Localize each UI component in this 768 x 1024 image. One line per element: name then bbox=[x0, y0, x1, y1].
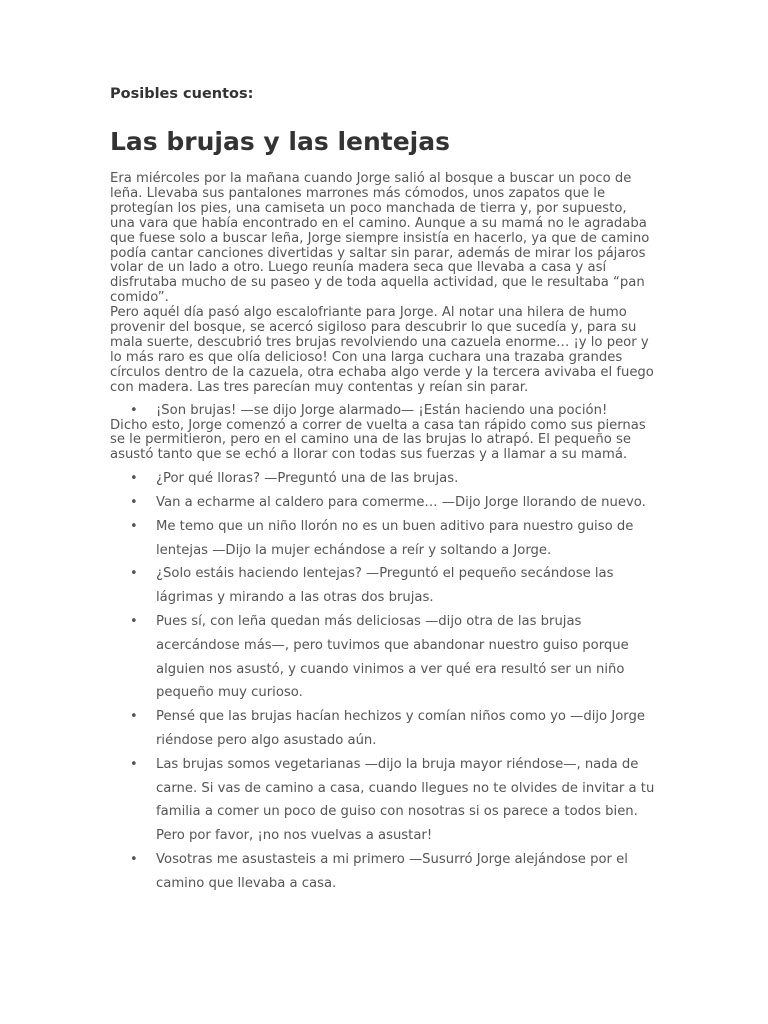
dialog-line-3 bbox=[110, 491, 655, 515]
dialog-text: Vosotras me asustasteis a mi primero —Susurró Jorge alejándose por el camino que llevaba a casa. bbox=[156, 851, 628, 891]
dialog-text: Las brujas somos vegetarianas —dijo la bruja mayor riéndose—, nada de carne. Si vas de camino a casa, cuando llegues no te olvides de invitar a tu familia a comer un poco de guiso con nosotras si os parece a todos bien. Pero por favor, ¡no nos vuelvas a asustar! bbox=[156, 756, 655, 844]
dialog-text: ¡Son brujas! —se dijo Jorge alarmado— ¡Están haciendo una poción! bbox=[156, 402, 608, 418]
dialog-list bbox=[110, 467, 655, 895]
bullet-icon: • bbox=[130, 518, 138, 534]
bullet-icon: • bbox=[130, 495, 138, 511]
bullet-icon: • bbox=[130, 566, 138, 582]
dialog-line-7 bbox=[110, 705, 655, 753]
dialog-line-9 bbox=[110, 848, 655, 896]
dialog-text: Me temo que un niño llorón no es un buen aditivo para nuestro guiso de lentejas —Dijo la mujer echándose a reír y soltando a Jorge. bbox=[156, 518, 634, 558]
dialog-line-1 bbox=[110, 404, 655, 419]
dialog-text: ¿Por qué lloras? —Preguntó una de las brujas. bbox=[156, 471, 459, 487]
first-dialog-list bbox=[110, 404, 655, 419]
dialog-line-2 bbox=[110, 467, 655, 491]
bullet-icon: • bbox=[130, 471, 138, 487]
dialog-line-5 bbox=[110, 562, 655, 610]
paragraph-1: Era miércoles por la mañana cuando Jorge salió al bosque a buscar un poco de leña. Llevaba sus pantalones marrones más cómodos, unos zapatos que le protegían los pies, una camiseta un poco manchada de tierra y, por supuesto, una vara que había encontrado en el camino. Aunque a su mamá no le agradaba que fuese solo a buscar leña, Jorge siempre insistía en hacerlo, ya que de camino podía cantar canciones divertidas y saltar sin parar, además de mirar los pájaros volar de un lado a otro. Luego reunía madera seca que llevaba a casa y así disfrutaba mucho de su paseo y de toda aquella actividad, que le resultaba “pan comido”. bbox=[110, 171, 650, 306]
bullet-icon: • bbox=[130, 851, 138, 867]
dialog-line-8 bbox=[110, 753, 655, 848]
dialog-line-6 bbox=[110, 610, 655, 705]
dialog-text: Pensé que las brujas hacían hechizos y comían niños como yo —dijo Jorge riéndose pero algo asustado aún. bbox=[156, 709, 645, 748]
dialog-text: ¿Solo estáis haciendo lentejas? —Preguntó el pequeño secándose las lágrimas y mirando a las otras dos brujas. bbox=[156, 566, 614, 606]
bullet-icon: • bbox=[130, 709, 138, 725]
bullet-icon: • bbox=[130, 402, 138, 418]
paragraph-2: Pero aquél día pasó algo escalofriante para Jorge. Al notar una hilera de humo provenir del bosque, se acercó sigiloso para descubrir lo que sucedía y, para su mala suerte, descubrió tres brujas revolviendo una cazuela enorme… ¡y lo peor y lo más raro es que olía delicioso! Con una larga cuchara una trazaba grandes círculos dentro de la cazuela, otra echaba algo verde y la tercera avivaba el fuego con madera. Las tres parecían muy contentas y reían sin parar. bbox=[110, 305, 654, 395]
paragraph-3: Dicho esto, Jorge comenzó a correr de vuelta a casa tan rápido como sus piernas se le permitieron, pero en el camino una de las brujas lo atrapó. El pequeño se asustó tanto que se echó a llorar con todas sus fuerzas y a llamar a su mamá. bbox=[110, 417, 646, 463]
story-title: Las brujas y las lentejas bbox=[110, 127, 451, 156]
story-body bbox=[110, 172, 655, 896]
dialog-text: Pues sí, con leña quedan más deliciosas —dijo otra de las brujas acercándose más—, pero tuvimos que abandonar nuestro guiso porque alguien nos asustó, y cuando vinimos a ver qué era resultó ser un niño pequeño muy curioso. bbox=[156, 614, 629, 701]
dialog-line-4 bbox=[110, 515, 655, 563]
bullet-icon: • bbox=[130, 614, 138, 629]
section-label: Posibles cuentos: bbox=[110, 86, 254, 102]
dialog-text: Van a echarme al caldero para comerme… —Dijo Jorge llorando de nuevo. bbox=[156, 495, 646, 511]
bullet-icon: • bbox=[130, 756, 138, 772]
